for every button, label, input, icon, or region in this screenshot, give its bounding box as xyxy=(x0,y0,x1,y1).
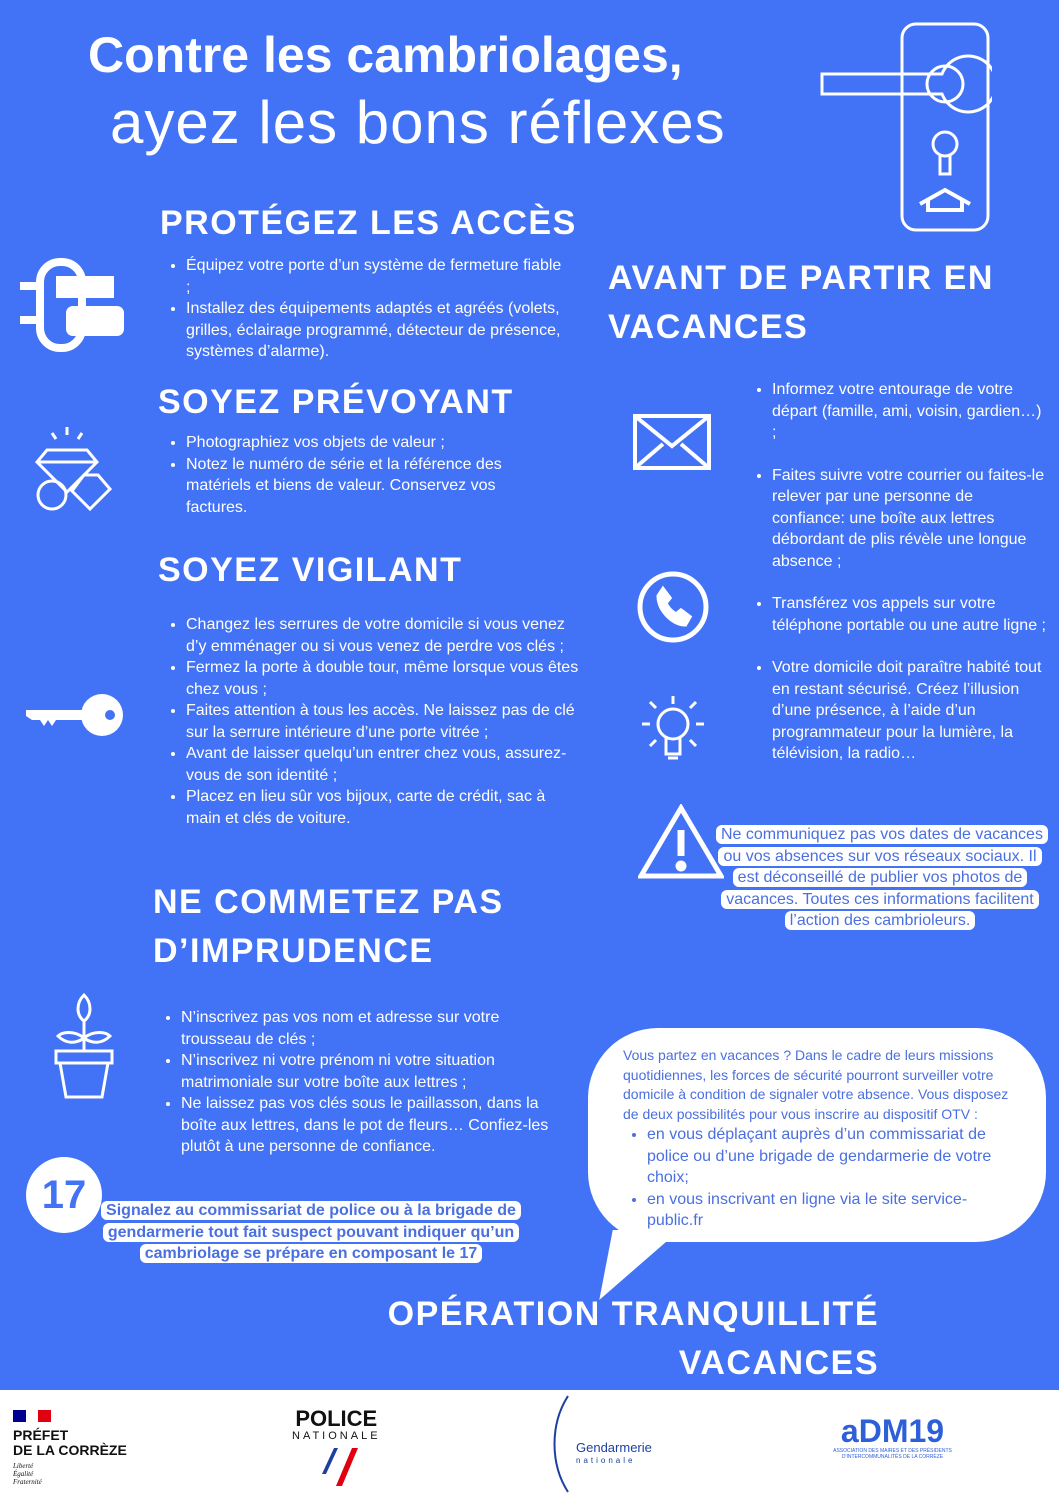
otv-title-line: OPÉRATION TRANQUILLITÉ xyxy=(387,1295,879,1333)
list-item: • Faites suivre votre courrier ou faites-le relever par une personne de confiance: une boîte aux lettres débordant de plis révèle une longue absence ; xyxy=(772,465,1046,573)
list-prevoyant xyxy=(160,432,560,518)
list-item: • Informez votre entourage de votre départ (famille, ami, voisin, gardien…) ; xyxy=(772,379,1046,444)
list-item: • Installez des équipements adaptés et agréés (volets, grilles, éclairage programmé, détecteur de présence, systèmes d’alarme). xyxy=(186,298,570,363)
list-vigilant xyxy=(160,614,580,829)
door-handle-icon xyxy=(820,22,992,232)
marianne-flag-icon xyxy=(13,1410,51,1422)
gendarmerie-line1: Gendarmerie xyxy=(576,1440,652,1455)
flower-pot-icon xyxy=(52,993,116,1099)
motto: Liberté xyxy=(13,1462,34,1470)
list-item: • Transférez vos appels sur votre téléphone portable ou une autre ligne ; xyxy=(772,593,1046,636)
heading-line: NE COMMETEZ PAS xyxy=(153,883,504,921)
otv-speech-bubble xyxy=(588,1028,1046,1242)
list-item: • en vous déplaçant auprès d’un commissariat de police ou d’une brigade de gendarmerie de votre choix; xyxy=(647,1124,1020,1189)
emergency-text-content: Signalez au commissariat de police ou à la brigade de gendarmerie tout fait suspect pouvant indiquer qu’un cambriolage se prépare en composant le 17 xyxy=(101,1201,521,1263)
warning-text-content: Ne communiquez pas vos dates de vacances ou vos absences sur vos réseaux sociaux. Il est déconseillé de publier vos photos de vacances. Toutes ces informations facilitent l’action des cambrioleurs. xyxy=(716,825,1048,930)
diamond-ring-icon xyxy=(22,425,117,515)
heading-vigilant: SOYEZ VIGILANT xyxy=(158,551,463,589)
list-item: • Équipez votre porte d’un système de fermeture fiable ; xyxy=(186,255,570,298)
otv-title xyxy=(388,1290,879,1388)
adm-name: aDM19 xyxy=(840,1413,945,1449)
list-item: • Votre domicile doit paraître habité tout en restant sécurisé. Créez l’illusion d’une présence, à l’aide d’un programmateur pour la lumière, la télévision, la radio… xyxy=(772,657,1046,765)
gendarmerie-line2: nationale xyxy=(576,1456,636,1465)
gendarmerie-arc-icon xyxy=(550,1394,570,1494)
police-line2: NATIONALE xyxy=(292,1430,381,1442)
list-item: • N’inscrivez pas vos nom et adresse sur votre trousseau de clés ; xyxy=(181,1007,565,1050)
title-line1: Contre les cambriolages, xyxy=(88,27,683,83)
adm-sub: ASSOCIATION DES MAIRES ET DES PRÉSIDENTS D'INTERCOMMUNALITÉS DE LA CORRÈZE xyxy=(833,1448,952,1460)
list-item: • Avant de laisser quelqu’un entrer chez vous, assurez-vous de son identité ; xyxy=(186,743,580,786)
envelope-icon xyxy=(633,414,711,470)
motto: Égalité xyxy=(13,1470,34,1478)
prefet-line2: DE LA CORRÈZE xyxy=(13,1442,127,1458)
prefet-logo xyxy=(13,1410,127,1486)
police-logo xyxy=(292,1408,381,1490)
motto: Fraternité xyxy=(13,1478,42,1486)
heading-line: VACANCES xyxy=(608,308,809,346)
heading-line: AVANT DE PARTIR EN xyxy=(608,259,994,297)
otv-intro: Vous partez en vacances ? Dans le cadre de leurs missions quotidiennes, les forces de sécurité pourront surveiller votre domicile à condition de signaler votre absence. Vous disposez de deux possibilités pour vous inscrire au dispositif OTV : xyxy=(623,1047,1009,1122)
list-item: • Photographiez vos objets de valeur ; xyxy=(186,432,560,454)
phone-icon xyxy=(636,570,710,644)
list-item: • Faites attention à tous les accès. Ne laissez pas de clé sur la serrure intérieure d’une porte vitrée ; xyxy=(186,700,580,743)
otv-title-line: VACANCES xyxy=(678,1344,879,1382)
list-item: • en vous inscrivant en ligne via le site service-public.fr xyxy=(647,1189,1020,1232)
list-acces xyxy=(160,255,570,363)
warning-text xyxy=(716,824,1044,932)
prefet-line1: PRÉFET xyxy=(13,1427,69,1443)
footer-logos xyxy=(0,1390,1059,1497)
emergency-text xyxy=(96,1200,526,1265)
adm19-logo xyxy=(815,1414,970,1460)
warning-icon xyxy=(638,804,724,880)
heading-acces: PROTÉGEZ LES ACCÈS xyxy=(160,204,577,242)
list-item: • Ne laissez pas vos clés sous le paillasson, dans la boîte aux lettres, dans le pot de fleurs… Confiez-les plutôt à une personne de confiance. xyxy=(181,1093,565,1158)
lightbulb-icon xyxy=(640,694,706,766)
police-line1: POLICE xyxy=(295,1406,378,1431)
heading-vacances xyxy=(608,254,994,352)
list-item: • Changez les serrures de votre domicile si vous venez d’y emménager ou si vous venez de perdre vos clés ; xyxy=(186,614,580,657)
list-item: • N’inscrivez ni votre prénom ni votre situation matrimoniale sur votre boîte aux lettres ; xyxy=(181,1050,565,1093)
key-icon xyxy=(26,694,124,736)
list-item: • Notez le numéro de série et la référence des matériels et biens de valeur. Conservez vos factures. xyxy=(186,454,560,519)
lock-icon xyxy=(20,258,125,353)
heading-line: D’IMPRUDENCE xyxy=(153,932,434,970)
list-item: • Placez en lieu sûr vos bijoux, carte de crédit, sac à main et clés de voiture. xyxy=(186,786,580,829)
list-item: • Fermez la porte à double tour, même lorsque vous êtes chez vous ; xyxy=(186,657,580,700)
title-line2: ayez les bons réflexes xyxy=(110,89,726,156)
otv-list xyxy=(623,1124,1020,1232)
police-stripes-icon xyxy=(306,1446,366,1490)
heading-prevoyant: SOYEZ PRÉVOYANT xyxy=(158,383,514,421)
emergency-number-badge: 17 xyxy=(26,1157,102,1233)
list-vacances xyxy=(746,379,1046,786)
list-imprudence xyxy=(155,1007,565,1158)
heading-imprudence xyxy=(153,878,504,976)
